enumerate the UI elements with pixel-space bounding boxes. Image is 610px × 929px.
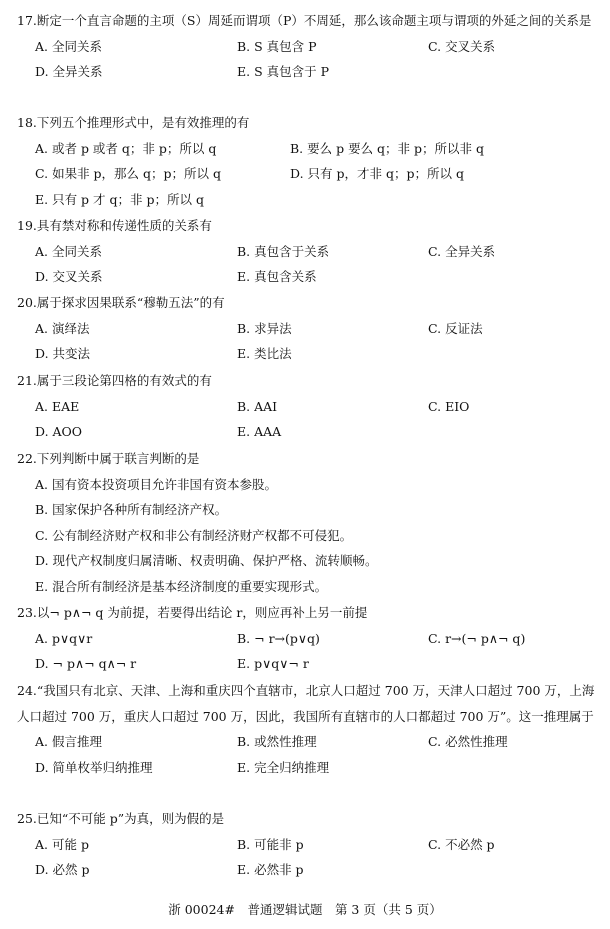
question-text: 属于探求因果联系“穆勒五法”的有: [36, 295, 225, 310]
option-a: A. 演绎法: [35, 320, 90, 336]
question-stem: [17, 368, 597, 394]
question-number: 25.: [17, 811, 37, 826]
options-list: [17, 316, 597, 367]
options-list: [17, 832, 597, 883]
question-text: 以¬ p∧¬ q 为前提，若要得出结论 r，则应再补上另一前提: [36, 605, 368, 620]
option-b: B. 求异法: [237, 320, 292, 336]
question-stem: [17, 446, 597, 472]
option-b: B. 真包含于关系: [237, 243, 330, 259]
question-number: 23.: [17, 605, 37, 620]
question-text: 断定一个直言命题的主项（S）周延而谓项（P）不周延，那么该命题主项与谓项的外延之间的关系是: [36, 13, 592, 28]
option-c: C. 必然性推理: [428, 734, 508, 749]
option-a: A. 国有资本投资项目允许非国有资本参股。: [35, 476, 277, 492]
question-number: 24.: [17, 683, 37, 698]
question-21: [17, 368, 597, 445]
question-stem: [17, 806, 597, 832]
question-text: 属于三段论第四格的有效式的有: [36, 373, 212, 388]
option-e: E. 真包含关系: [237, 269, 317, 284]
option-e: E. 完全归纳推理: [237, 759, 330, 775]
question-text: 具有禁对称和传递性质的关系有: [36, 218, 212, 233]
option-e: E. 类比法: [237, 346, 292, 361]
option-b: B. AAI: [237, 398, 278, 414]
question-24: [17, 678, 597, 780]
option-c: C. 不必然 p: [428, 836, 495, 852]
question-20: [17, 290, 597, 367]
option-c: C. EIO: [428, 398, 470, 414]
option-e: E. p∨q∨¬ r: [237, 656, 309, 671]
option-d: D. ¬ p∧¬ q∧¬ r: [35, 656, 137, 671]
options-list: [17, 472, 597, 600]
option-d: D. AOO: [35, 424, 83, 439]
option-c: C. 如果非 p，那么 q；p；所以 q: [35, 166, 221, 181]
question-19: [17, 213, 597, 290]
question-number: 22.: [17, 451, 37, 466]
question-text: 下列判断中属于联言判断的是: [36, 451, 200, 466]
option-c: C. r→(¬ p∧¬ q): [428, 630, 526, 646]
options-list: [17, 34, 597, 85]
option-d: D. 全异关系: [35, 64, 103, 79]
page-footer: 浙 00024# 普通逻辑试题 第 3 页（共 5 页）: [168, 902, 442, 917]
option-c: C. 反证法: [428, 320, 483, 336]
question-stem: [17, 290, 597, 316]
question-17: [17, 8, 597, 85]
question-text: “我国只有北京、天津、上海和重庆四个直辖市，北京人口超过 700 万，天津人口超过 700 万，上海人口超过 700 万，重庆人口超过 700 万，因此，我国所有直辖市的人口都超过 700 万”。这一推理属于: [17, 683, 595, 724]
option-c: C. 交叉关系: [428, 38, 496, 54]
option-c: C. 全异关系: [428, 243, 496, 259]
option-a: A. p∨q∨r: [35, 630, 93, 646]
options-list: [17, 394, 597, 445]
question-text: 下列五个推理形式中，是有效推理的有: [36, 115, 250, 130]
option-b: B. 要么 p 要么 q；非 p；所以非 q: [290, 140, 485, 156]
question-25: [17, 806, 597, 883]
question-stem: [17, 600, 597, 626]
option-a: A. 全同关系: [35, 38, 102, 54]
options-list: [17, 626, 597, 677]
question-22: [17, 446, 597, 599]
question-stem: [17, 678, 597, 729]
option-b: B. ¬ r→(p∨q): [237, 630, 320, 646]
option-d: D. 共变法: [35, 346, 91, 361]
question-number: 21.: [17, 373, 37, 388]
options-list: [17, 729, 597, 780]
option-d: D. 必然 p: [35, 862, 90, 877]
option-b: B. S 真包含 P: [237, 38, 317, 54]
option-c: C. 公有制经济财产权和非公有制经济财产权都不可侵犯。: [35, 527, 353, 543]
option-d: D. 简单枚举归纳推理: [35, 759, 153, 775]
option-d: D. 交叉关系: [35, 269, 103, 284]
options-list: [17, 239, 597, 290]
option-e: E. AAA: [237, 424, 282, 439]
question-number: 18.: [17, 115, 37, 130]
question-stem: [17, 213, 597, 239]
option-b: B. 或然性推理: [237, 734, 317, 749]
question-18: [17, 110, 597, 212]
option-b: B. 国家保护各种所有制经济产权。: [35, 502, 228, 517]
option-a: A. 或者 p 或者 q；非 p；所以 q: [35, 140, 217, 156]
question-23: [17, 600, 597, 677]
option-a: A. 可能 p: [35, 836, 89, 852]
option-b: B. 可能非 p: [237, 836, 304, 852]
question-number: 17.: [17, 13, 37, 28]
option-e: E. S 真包含于 P: [237, 64, 329, 79]
question-number: 20.: [17, 295, 37, 310]
options-list: [17, 136, 597, 213]
question-stem: [17, 8, 597, 34]
option-d: D. 只有 p，才非 q；p；所以 q: [290, 166, 464, 181]
option-e: E. 必然非 p: [237, 862, 304, 877]
question-text: 已知“不可能 p”为真，则为假的是: [36, 811, 225, 826]
option-a: A. EAE: [35, 398, 80, 414]
question-stem: [17, 110, 597, 136]
option-d: D. 现代产权制度归属清晰、权责明确、保护严格、流转顺畅。: [35, 553, 378, 568]
option-a: A. 全同关系: [35, 243, 102, 259]
option-a: A. 假言推理: [35, 734, 102, 749]
question-number: 19.: [17, 218, 37, 233]
option-e: E. 只有 p 才 q；非 p；所以 q: [35, 191, 204, 207]
option-e: E. 混合所有制经济是基本经济制度的重要实现形式。: [35, 578, 328, 594]
